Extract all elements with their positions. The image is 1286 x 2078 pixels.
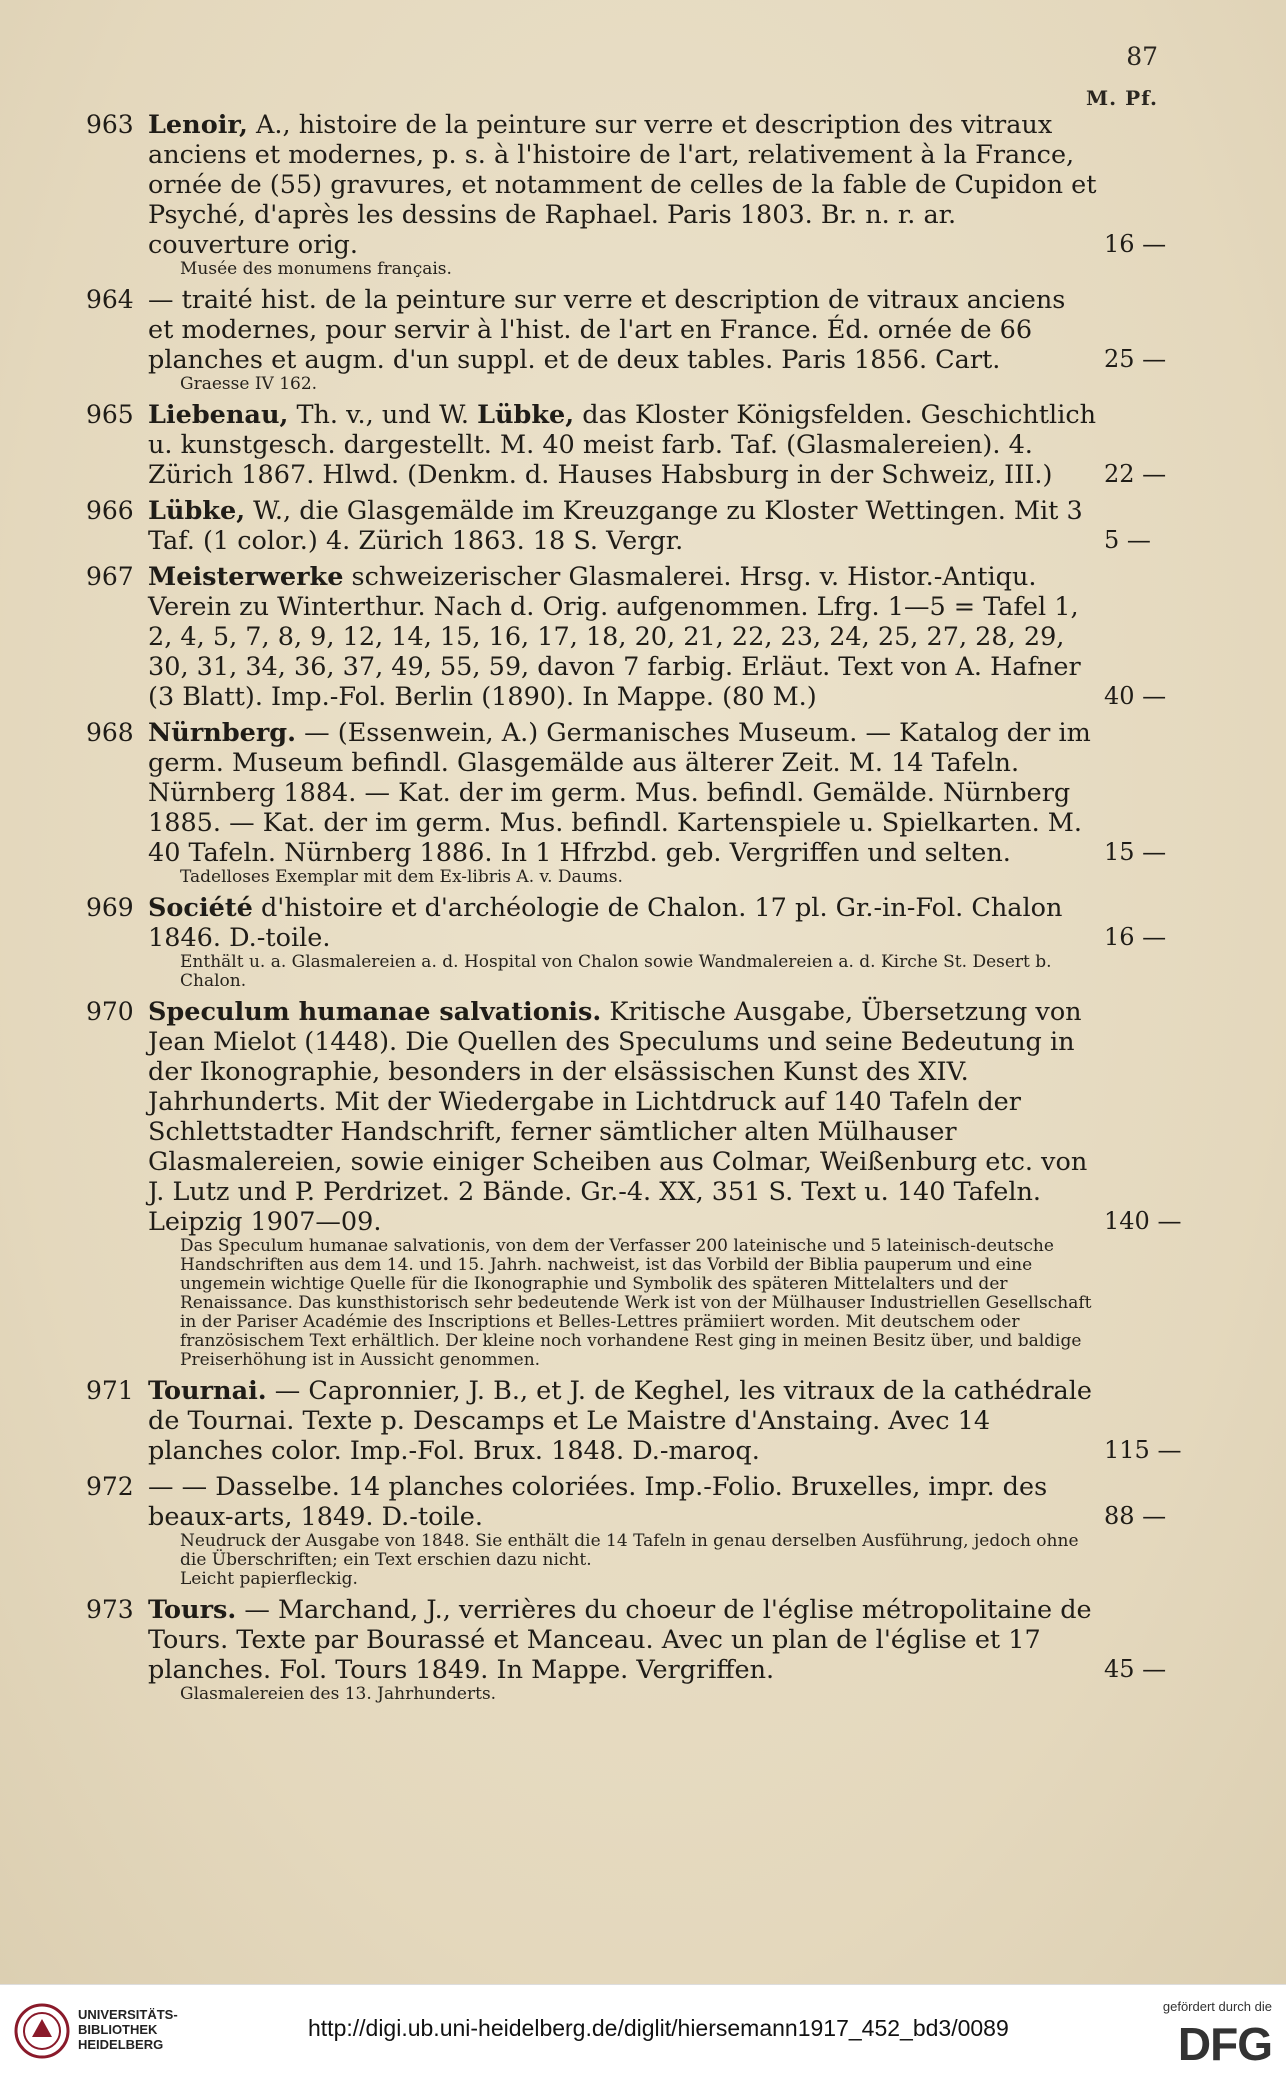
entry-number: 969 (86, 893, 134, 922)
entry-number: 970 (86, 997, 134, 1026)
entry-text-row (86, 400, 1176, 490)
entry-price: 5 — (1104, 526, 1151, 554)
entry-description: Lübke, W., die Glasgemälde im Kreuzgange zu Kloster Wettingen. Mit 3 Taf. (1 color.) 4. Zürich 1863. 18 S. Vergr. (148, 496, 1083, 556)
entry-note: Graesse IV 162. (180, 374, 318, 394)
entry-price: 25 — (1104, 345, 1167, 373)
entry-text-row (86, 1595, 1176, 1685)
entry-number: 965 (86, 400, 134, 429)
entry-number: 973 (86, 1595, 134, 1624)
entry-number: 966 (86, 496, 134, 525)
entry-text-row (86, 285, 1176, 375)
entry-description: Liebenau, Th. v., und W. Lübke, das Kloster Königsfelden. Geschichtlich u. kunstgesch. dargestellt. M. 40 meist farb. Taf. (Glasmalereien). 4. Zürich 1867. Hlwd. (Denkm. d. Hauses Habsburg in der Schweiz, III.) (148, 400, 1097, 490)
entry-number: 968 (86, 718, 134, 747)
institution-line: HEIDELBERG (78, 2037, 164, 2052)
entry-number: 972 (86, 1472, 134, 1501)
entry-description: — traité hist. de la peinture sur verre et description de vitraux anciens et modernes, pour servir à l'hist. de l'art en France. Éd. ornée de 66 planches et augm. d'un suppl. et de deux tables. Paris 1856. Cart. (148, 285, 1066, 375)
entry-price: 40 — (1104, 682, 1167, 710)
entry-number: 971 (86, 1376, 134, 1405)
entry-description: Lenoir, A., histoire de la peinture sur verre et description des vitraux anciens et modernes, p. s. à l'histoire de l'art, relativement à la France, ornée de (55) gravures, et notamment de celles de la fable de Cupidon et Psyché, d'après les dessins de Raphael. Paris 1803. Br. n. r. ar. couverture orig. (148, 110, 1097, 260)
entry-price: 45 — (1104, 1655, 1167, 1683)
entry-note: Neudruck der Ausgabe von 1848. Sie enthält die 14 Tafeln in genau derselben Ausführung, jedoch ohne die Überschriften; ein Text erschien dazu nicht. Leicht papierfleckig. (180, 1531, 1079, 1589)
running-header: M. Pf. (1086, 86, 1158, 110)
entry-number: 967 (86, 562, 134, 591)
entry-note: Das Speculum humanae salvationis, von dem der Verfasser 200 lateinische und 5 lateinisch-deutsche Handschriften aus dem 14. und 15. Jahrh. nachweist, ist das Vorbild der Biblia pauperum und eine ungemein wichtige Quelle für die Ikonographie und Symbolik des späteren Mittelalters und der Renaissance. Das kunsthistorisch sehr bedeutende Werk ist von der Mülhauser Industriellen Gesellschaft in der Pariser Académie des Inscriptions et Belles-Lettres prämiiert worden. Mit deutschem oder französischem Text erhältlich. Der kleine noch vorhandene Rest ging in meinen Besitz über, und baldige Preiserhöhung ist in Aussicht genommen. (180, 1236, 1092, 1370)
catalog-entry (86, 1595, 1176, 1704)
entry-description: Nürnberg. — (Essenwein, A.) Germanisches Museum. — Katalog der im germ. Museum befindl. Glasgemälde aus älterer Zeit. M. 14 Tafeln. Nürnberg 1884. — Kat. der im germ. Mus. befindl. Gemälde. Nürnberg 1885. — Kat. der im germ. Mus. befindl. Kartenspiele u. Spielkarten. M. 40 Tafeln. Nürnberg 1886. In 1 Hfrzbd. geb. Vergriffen und selten. (148, 718, 1091, 868)
entry-price: 115 — (1104, 1436, 1182, 1464)
entry-text-row (86, 718, 1176, 868)
entry-text-row (86, 1376, 1182, 1466)
permalink-url[interactable]: http://digi.ub.uni-heidelberg.de/diglit/hiersemann1917_452_bd3/0089 (308, 2015, 1009, 2041)
entry-note: Musée des monumens français. (180, 259, 452, 279)
catalog-entry (86, 1376, 1182, 1466)
entry-number: 964 (86, 285, 134, 314)
entry-description: — — Dasselbe. 14 planches coloriées. Imp.-Folio. Bruxelles, impr. des beaux-arts, 1849. D.-toile. (148, 1472, 1048, 1532)
catalog-entry (86, 1472, 1176, 1589)
entry-note: Glasmalereien des 13. Jahrhunderts. (180, 1684, 497, 1704)
dfg-logo: DFG (1177, 2018, 1272, 2070)
entry-text-row (86, 562, 1176, 712)
catalog-entries (86, 110, 1182, 1710)
entry-text-row (86, 893, 1176, 953)
catalog-entry (86, 997, 1182, 1370)
entry-description: Société d'histoire et d'archéologie de Chalon. 17 pl. Gr.-in-Fol. Chalon 1846. D.-toile. (148, 893, 1063, 953)
catalog-entry (86, 718, 1176, 887)
institution-line: UNIVERSITÄTS- (78, 2007, 178, 2022)
entry-description: Speculum humanae salvationis. Kritische Ausgabe, Übersetzung von Jean Mielot (1448). Die Quellen des Speculums und seine Bedeutung in der Ikonographie, besonders in der elsässischen Kunst des XIV. Jahrhunderts. Mit der Wiedergabe in Lichtdruck auf 140 Tafeln der Schlettstadter Handschrift, ferner sämtlicher alten Mülhauser Glasmalereien, sowie einiger Scheiben aus Colmar, Weißenburg etc. von J. Lutz und P. Perdrizet. 2 Bände. Gr.-4. XX, 351 S. Text u. 140 Tafeln. Leipzig 1907—09. (148, 997, 1088, 1237)
entry-description: Tours. — Marchand, J., verrières du choeur de l'église métropolitaine de Tours. Texte par Bourassé et Manceau. Avec un plan de l'église et 17 planches. Fol. Tours 1849. In Mappe. Vergriffen. (148, 1595, 1092, 1685)
university-seal-icon (14, 2003, 70, 2059)
entry-note: Enthält u. a. Glasmalereien a. d. Hospital von Chalon sowie Wandmalereien a. d. Kirche St. Desert b. Chalon. (180, 952, 1052, 991)
entry-price: 22 — (1104, 460, 1167, 488)
page-number: 87 (1126, 42, 1158, 71)
entry-description: Tournai. — Capronnier, J. B., et J. de Keghel, les vitraux de la cathédrale de Tournai. Texte p. Descamps et Le Maistre d'Anstaing. Avec 14 planches color. Imp.-Fol. Brux. 1848. D.-maroq. (148, 1376, 1092, 1466)
entry-price: 16 — (1104, 230, 1167, 258)
footer-bar (0, 1984, 1286, 2078)
entry-price: 16 — (1104, 923, 1167, 951)
catalog-entry (86, 562, 1176, 712)
institution-name (78, 2007, 178, 2052)
catalog-entry (86, 400, 1176, 490)
entry-price: 15 — (1104, 838, 1167, 866)
entry-description: Meisterwerke schweizerischer Glasmalerei. Hrsg. v. Histor.-Antiqu. Verein zu Winterthur. Nach d. Orig. aufgenommen. Lfrg. 1—5 = Tafel 1, 2, 4, 5, 7, 8, 9, 12, 14, 15, 16, 17, 18, 20, 21, 22, 23, 24, 25, 27, 28, 29, 30, 31, 34, 36, 37, 49, 55, 59, davon 7 farbig. Erläut. Text von A. Hafner (3 Blatt). Imp.-Fol. Berlin (1890). In Mappe. (80 M.) (148, 562, 1081, 712)
institution-line: BIBLIOTHEK (78, 2022, 158, 2037)
catalog-entry (86, 893, 1176, 991)
entry-price: 140 — (1104, 1207, 1182, 1235)
catalog-entry (86, 110, 1176, 279)
catalog-entry (86, 285, 1176, 394)
catalog-entry (86, 496, 1176, 556)
entry-price: 88 — (1104, 1502, 1167, 1530)
entry-text-row (86, 997, 1182, 1237)
entry-text-row (86, 496, 1176, 556)
funding-caption: gefördert durch die (1162, 1999, 1272, 2014)
entry-note: Tadelloses Exemplar mit dem Ex-libris A. v. Daums. (180, 867, 623, 887)
entry-number: 963 (86, 110, 134, 139)
entry-text-row (86, 110, 1176, 260)
entry-text-row (86, 1472, 1176, 1532)
